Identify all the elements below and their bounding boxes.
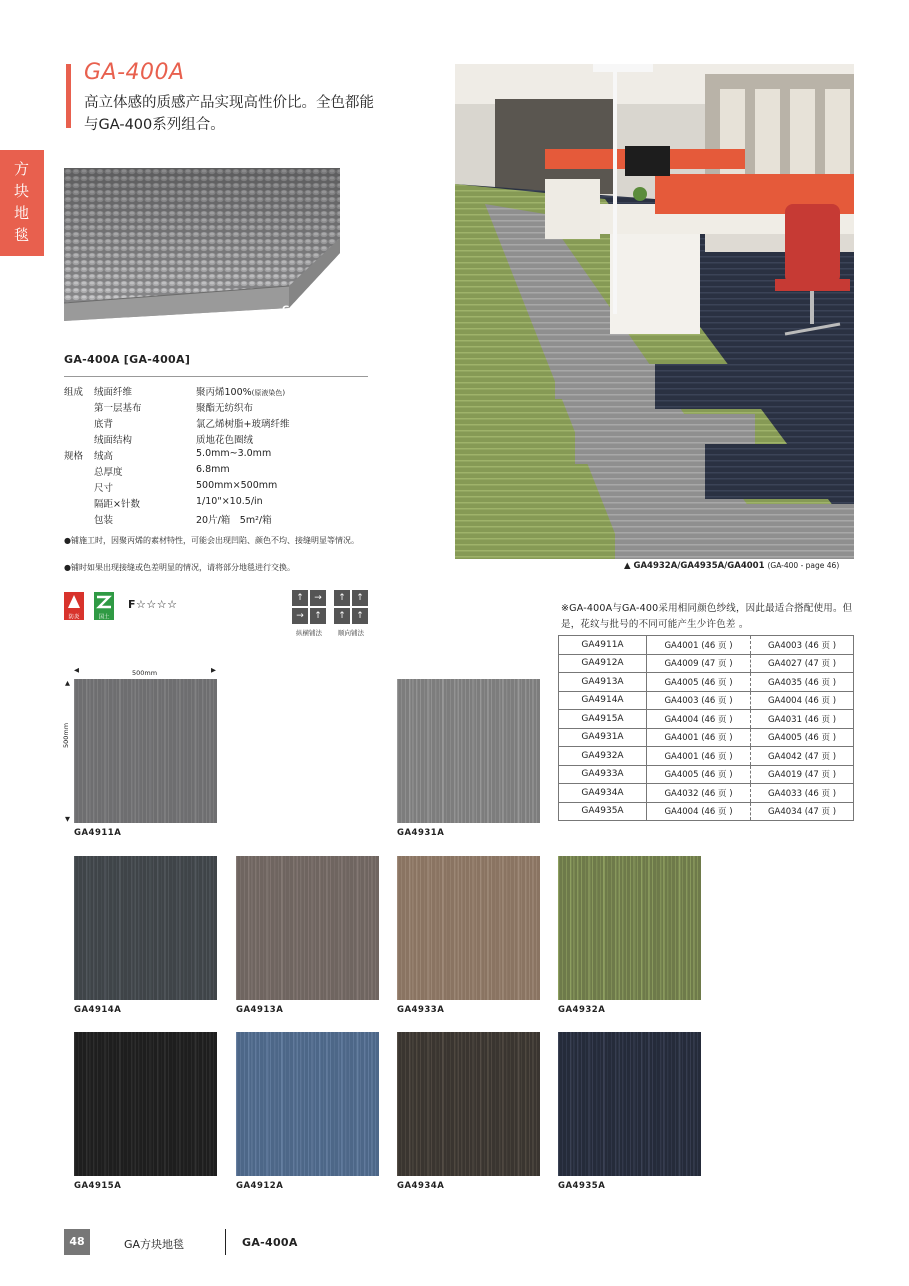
category-side-tab xyxy=(0,150,44,256)
compat-match-code: GA4001 (46 页 ) xyxy=(647,728,751,747)
install-arrow: ↑ xyxy=(334,590,350,606)
title-accent-bar xyxy=(66,64,71,128)
compat-product-code: GA4915A xyxy=(559,710,647,729)
spec-divider xyxy=(64,376,368,377)
spec-label: 第一层基布 xyxy=(94,403,142,414)
photo-caption xyxy=(624,561,839,571)
compat-match-code: GA4003 (46 页 ) xyxy=(751,636,854,655)
spec-row xyxy=(64,480,374,496)
compatibility-table xyxy=(558,635,854,821)
width-arrow-right: ▶ xyxy=(211,666,216,674)
carpet-swatch xyxy=(558,1032,701,1176)
compatibility-row xyxy=(559,747,854,766)
compat-product-code: GA4914A xyxy=(559,691,647,710)
compatibility-row xyxy=(559,802,854,821)
compat-match-code: GA4035 (46 页 ) xyxy=(751,673,854,692)
compatibility-row xyxy=(559,784,854,803)
swatch-code-label: GA4912A xyxy=(236,1181,284,1191)
compat-match-code: GA4033 (46 页 ) xyxy=(751,784,854,803)
carpet-sample-photo xyxy=(64,168,340,321)
install-caption: 纵横铺法 xyxy=(296,629,322,637)
installation-note: ●铺施工时，因聚丙烯的素材特性，可能会出现凹陷、颜色不均、接缝明显等情况。 xyxy=(64,536,359,545)
spec-value xyxy=(196,384,285,398)
swatch-code-label: GA4932A xyxy=(558,1005,606,1015)
page-subtitle: 高立体感的质感产品实现高性价比。全色都能与GA-400系列组合。 xyxy=(84,95,374,133)
install-arrow: → xyxy=(310,590,326,606)
fire-retardant-logo xyxy=(64,592,84,620)
compat-match-code: GA4042 (47 页 ) xyxy=(751,747,854,766)
compat-match-code: GA4005 (46 页 ) xyxy=(751,728,854,747)
swatch-texture xyxy=(397,856,540,1000)
spec-label: 绒高 xyxy=(94,451,114,462)
compat-match-code: GA4005 (46 页 ) xyxy=(647,673,751,692)
swatch-code-label: GA4915A xyxy=(74,1181,122,1191)
spec-value xyxy=(196,496,263,507)
swatch-texture xyxy=(74,1032,217,1176)
carpet-swatch xyxy=(558,856,701,1000)
swatch-code-label: GA4914A xyxy=(74,1005,122,1015)
spec-value-text: 20片/箱 5m²/箱 xyxy=(196,515,272,526)
compat-product-code: GA4934A xyxy=(559,784,647,803)
compat-match-code: GA4031 (46 页 ) xyxy=(751,710,854,729)
height-dimension-label: 500mm xyxy=(62,722,70,748)
carpet-swatch xyxy=(236,1032,379,1176)
footer-divider xyxy=(225,1229,226,1255)
spec-heading: GA-400A [GA-400A] xyxy=(64,353,191,366)
compatibility-row xyxy=(559,654,854,673)
spec-label: 包装 xyxy=(94,515,114,526)
swatch-texture xyxy=(236,1032,379,1176)
compatibility-note: ※GA-400A与GA-400采用相同颜色纱线，因此最适合搭配使用。但是，花纹与批号的不同可能产生少许色差 。 xyxy=(561,603,853,630)
height-arrow-up: ▲ xyxy=(65,679,70,687)
compat-match-code: GA4034 (47 页 ) xyxy=(751,802,854,821)
swatch-code-label: GA4931A xyxy=(397,828,445,838)
spec-value xyxy=(196,416,289,430)
photo-caption-codes: ▲ GA4932A/GA4935A/GA4001 xyxy=(624,561,765,571)
compat-match-code: GA4004 (46 页 ) xyxy=(647,802,751,821)
spec-value xyxy=(196,432,253,446)
swatch-texture xyxy=(558,856,701,1000)
spec-row xyxy=(64,384,374,400)
compat-product-code: GA4911A xyxy=(559,636,647,655)
spec-value xyxy=(196,480,277,491)
spec-row xyxy=(64,496,374,512)
spec-row xyxy=(64,416,374,432)
compat-product-code: GA4931A xyxy=(559,728,647,747)
spec-value-text: 5.0mm~3.0mm xyxy=(196,448,272,459)
page-title: GA-400A xyxy=(84,60,185,85)
spec-row xyxy=(64,464,374,480)
compat-match-code: GA4009 (47 页 ) xyxy=(647,654,751,673)
install-arrow: ↑ xyxy=(352,590,368,606)
compatibility-row xyxy=(559,691,854,710)
carpet-swatch xyxy=(74,1032,217,1176)
footer-series: GA方块地毯 xyxy=(124,1238,185,1251)
compatibility-row xyxy=(559,728,854,747)
office-interior-photo xyxy=(455,64,854,559)
spec-value-text: 聚酯无纺织布 xyxy=(196,403,254,414)
swatch-texture xyxy=(397,679,540,823)
carpet-swatch xyxy=(397,679,540,823)
ministry-cert-logo xyxy=(94,592,114,620)
compat-match-code: GA4004 (46 页 ) xyxy=(647,710,751,729)
sample-code-label: GA4911A xyxy=(282,305,332,315)
side-tab-label: 方 块 地 毯 xyxy=(13,160,30,244)
spec-value-text: 氯乙烯树脂+玻璃纤维 xyxy=(196,419,290,430)
fire-retardant-text: 防炎 xyxy=(68,614,80,620)
width-dimension-label: 500mm xyxy=(132,669,158,677)
install-arrow: → xyxy=(292,608,308,624)
compat-match-code: GA4001 (46 页 ) xyxy=(647,747,751,766)
spec-value-text: 500mm×500mm xyxy=(196,480,278,491)
office-scene-image xyxy=(455,64,854,559)
spec-group: 组成 xyxy=(64,387,84,398)
footer-model: GA-400A xyxy=(242,1236,298,1249)
spec-row xyxy=(64,448,374,464)
spec-value-text: 6.8mm xyxy=(196,464,230,475)
install-caption: 顺向铺法 xyxy=(338,629,364,637)
width-arrow-left: ◀ xyxy=(74,666,79,674)
swatch-texture xyxy=(397,1032,540,1176)
compatibility-row xyxy=(559,765,854,784)
install-arrow: ↑ xyxy=(310,608,326,624)
swatch-texture xyxy=(236,856,379,1000)
spec-value-text: 1/10"×10.5/in xyxy=(196,496,263,507)
grid-install-icon xyxy=(292,590,326,624)
compat-product-code: GA4912A xyxy=(559,654,647,673)
compat-product-code: GA4913A xyxy=(559,673,647,692)
install-arrow: ↑ xyxy=(292,590,308,606)
carpet-swatch xyxy=(74,856,217,1000)
spec-label: 总厚度 xyxy=(94,467,123,478)
height-arrow-down: ▼ xyxy=(65,815,70,823)
spec-value xyxy=(196,400,253,414)
compat-product-code: GA4933A xyxy=(559,765,647,784)
swatch-code-label: GA4933A xyxy=(397,1005,445,1015)
install-arrow: ↑ xyxy=(334,608,350,624)
fire-rating-stars: F☆☆☆☆ xyxy=(128,598,178,611)
spec-group: 规格 xyxy=(64,451,84,462)
spec-row xyxy=(64,400,374,416)
swatch-texture xyxy=(74,679,217,823)
spec-value xyxy=(196,512,272,526)
spec-row xyxy=(64,432,374,448)
spec-label: 尺寸 xyxy=(94,483,114,494)
install-arrow: ↑ xyxy=(352,608,368,624)
page-number: 48 xyxy=(64,1229,90,1255)
compatibility-row xyxy=(559,673,854,692)
spec-value-text: 聚丙烯100% xyxy=(196,387,252,398)
spec-value-text: 质地花色圈绒 xyxy=(196,435,254,446)
ministry-cert-text: 国土 xyxy=(98,614,110,620)
compatibility-row xyxy=(559,710,854,729)
compat-match-code: GA4004 (46 页 ) xyxy=(751,691,854,710)
compat-match-code: GA4019 (47 页 ) xyxy=(751,765,854,784)
carpet-swatch xyxy=(74,679,217,823)
carpet-swatch xyxy=(397,856,540,1000)
swatch-code-label: GA4911A xyxy=(74,828,122,838)
compatibility-row xyxy=(559,636,854,655)
swatch-code-label: GA4934A xyxy=(397,1181,445,1191)
carpet-swatch xyxy=(397,1032,540,1176)
swatch-code-label: GA4913A xyxy=(236,1005,284,1015)
spec-value xyxy=(196,464,230,475)
spec-label: 底背 xyxy=(94,419,114,430)
compat-match-code: GA4032 (46 页 ) xyxy=(647,784,751,803)
spec-value-note: (原液染色) xyxy=(251,389,286,397)
compat-product-code: GA4932A xyxy=(559,747,647,766)
compat-match-code: GA4027 (47 页 ) xyxy=(751,654,854,673)
same-direction-install-icon xyxy=(334,590,368,624)
compat-match-code: GA4003 (46 页 ) xyxy=(647,691,751,710)
compat-match-code: GA4001 (46 页 ) xyxy=(647,636,751,655)
spec-label: 隔距×针数 xyxy=(94,499,140,510)
carpet-swatch xyxy=(236,856,379,1000)
spec-label: 绒面纤维 xyxy=(94,387,133,398)
swatch-code-label: GA4935A xyxy=(558,1181,606,1191)
spec-row xyxy=(64,512,374,528)
carpet-sample-image xyxy=(64,168,340,321)
compat-match-code: GA4005 (46 页 ) xyxy=(647,765,751,784)
compat-product-code: GA4935A xyxy=(559,802,647,821)
spec-label: 绒面结构 xyxy=(94,435,133,446)
photo-caption-ref: (GA-400 - page 46) xyxy=(767,561,840,570)
swatch-texture xyxy=(558,1032,701,1176)
swatch-texture xyxy=(74,856,217,1000)
spec-value xyxy=(196,448,271,459)
installation-note: ●铺时如果出现接缝或色差明显的情况，请将部分地毯进行交换。 xyxy=(64,563,295,572)
